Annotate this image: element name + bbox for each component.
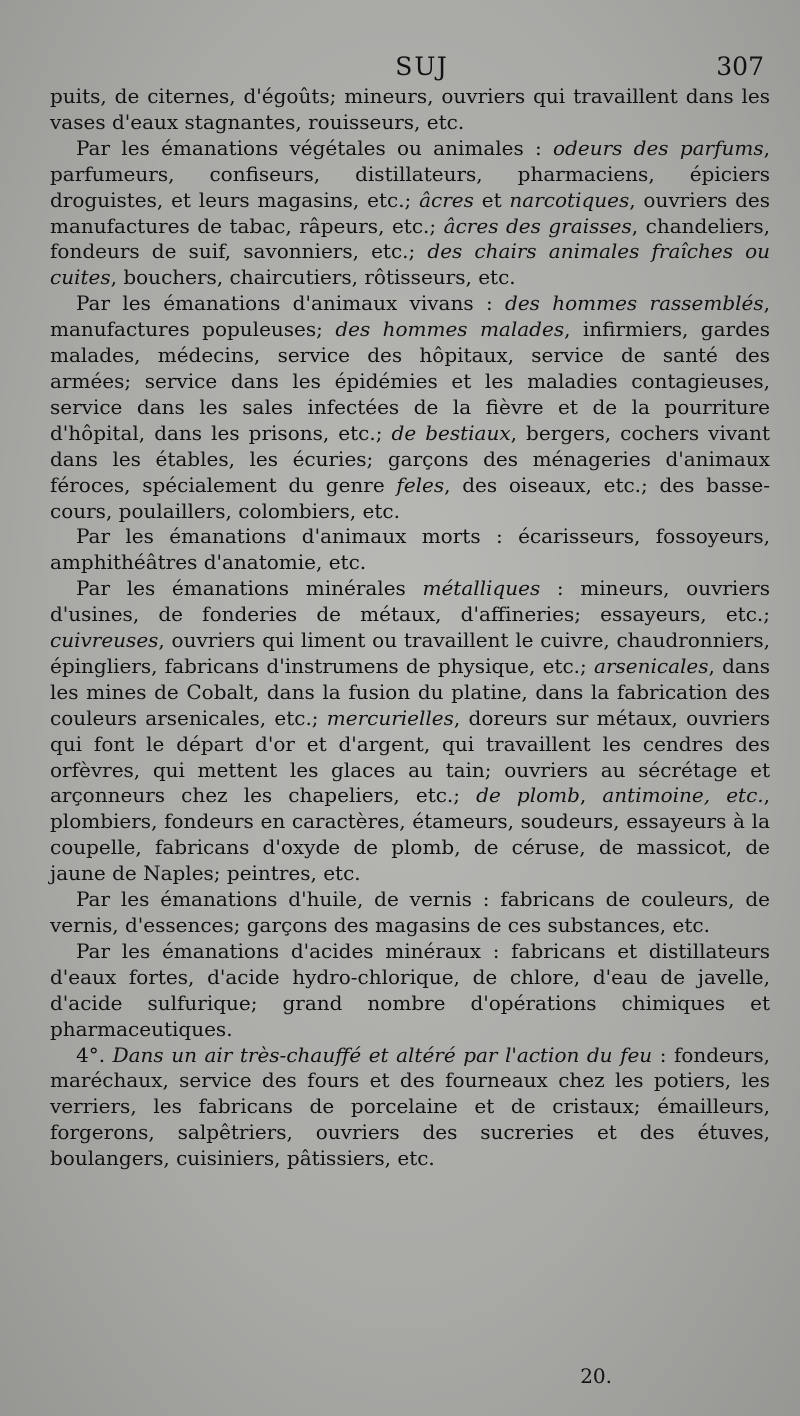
- text-segment: , parfumeurs, confiseurs, distillateurs, pharmaciens, épiciers droguistes, et leurs magasins, etc.;: [50, 135, 770, 212]
- body-text: [50, 84, 770, 1172]
- italic-text: de plomb: [476, 783, 580, 808]
- text-segment: Par les émanations d'huile, de vernis : fabricans de couleurs, de vernis, d'essences; garçons des magasins de ces substances, etc.: [50, 887, 770, 937]
- paragraph-0: [50, 84, 770, 136]
- text-segment: : mineurs, ouvriers d'usines, de fonderies de métaux, d'affineries; essayeurs, etc.;: [50, 576, 770, 627]
- text-segment: Par les émanations d'animaux vivans :: [76, 291, 506, 316]
- text-segment: 4°.: [76, 1042, 113, 1067]
- text-segment: , plombiers, fondeurs en caractères, étameurs, soudeurs, essayeurs à la coupelle, fabricans d'oxyde de plomb, de céruse, de massicot, de jaune de Naples; peintres, etc.: [50, 783, 770, 886]
- text-segment: , dans les mines de Cobalt, dans la fusion du platine, dans la fabrication des couleurs arsenicales, etc.;: [50, 653, 771, 730]
- text-segment: , bouchers, chaircutiers, rôtisseurs, etc.: [110, 265, 516, 290]
- paragraph-2: [50, 291, 770, 524]
- text-segment: , ouvriers qui liment ou travaillent le cuivre, chaudronniers, épingliers, fabricans d'instrumens de physique, etc.;: [50, 628, 770, 678]
- paragraph-3: [50, 524, 770, 576]
- text-segment: Par les émanations d'acides minéraux : fabricans et distillateurs d'eaux fortes, d'acide hydro-chlorique, de chlore, d'eau de javelle, d'acide sulfurique; grand nombre d'opérations chimiques et pharmaceutiques.: [50, 938, 770, 1041]
- paragraph-5: [50, 887, 770, 939]
- italic-text: des chairs animales fraîches ou cuites: [50, 239, 771, 290]
- text-segment: , chandeliers, fondeurs de suif, savonniers, etc.;: [50, 213, 770, 264]
- running-head: SUJ: [395, 52, 449, 81]
- text-segment: : fondeurs, maréchaux, service des fours et des fourneaux chez les potiers, les verriers, les fabricans de porcelaine et de cristaux; émailleurs, forgerons, salpêtriers, ouvriers des sucreries et des étuves, boulangers, cuisiniers, pâtissiers, etc.: [50, 1042, 770, 1171]
- italic-text: cuivreuses: [50, 628, 159, 653]
- text-segment: Par les émanations minérales: [76, 576, 423, 601]
- text-segment: , des oiseaux, etc.; des basse-cours, poulaillers, colombiers, etc.: [50, 472, 770, 523]
- text-segment: , manufactures populeuses;: [50, 291, 770, 342]
- catchword: 20.: [580, 1364, 612, 1388]
- italic-text: de bestiaux: [391, 420, 511, 445]
- italic-text: des hommes malades: [335, 317, 565, 342]
- italic-text: âcres des graisses: [443, 213, 632, 238]
- italic-text: odeurs des parfums: [553, 135, 764, 160]
- paragraph-7: [50, 1043, 770, 1173]
- italic-text: Dans un air très-chauffé et altéré par l'action du feu: [112, 1042, 653, 1067]
- text-segment: Par les émanations végétales ou animales :: [76, 135, 554, 160]
- text-segment: Par les émanations d'animaux morts : écarisseurs, fossoyeurs, amphithéâtres d'anatomie, etc.: [50, 524, 770, 575]
- page-header: [50, 0, 770, 81]
- italic-text: métalliques: [422, 576, 541, 601]
- text-segment: , bergers, cochers vivant dans les étables, les écuries; garçons des ménageries d'animaux féroces, spécialement du genre: [50, 420, 770, 497]
- italic-text: des hommes rassemblés: [505, 291, 764, 316]
- paragraph-1: [50, 136, 770, 291]
- italic-text: antimoine, etc.: [602, 783, 764, 808]
- paragraph-6: [50, 939, 770, 1043]
- italic-text: mercurielles: [326, 705, 454, 730]
- page-number: 307: [716, 52, 764, 81]
- italic-text: feles: [396, 472, 445, 497]
- italic-text: arsenicales: [594, 653, 709, 678]
- text-segment: puits, de citernes, d'égoûts; mineurs, ouvriers qui travaillent dans les vases d'eaux stagnantes, rouisseurs, etc.: [50, 84, 770, 134]
- text-segment: , doreurs sur métaux, ouvriers qui font le départ d'or et d'argent, qui travaillent les cendres des orfèvres, qui mettent les glaces au tain; ouvriers au sécrétage et arçonneurs chez les chapeliers, etc.;: [50, 705, 770, 808]
- text-segment: ,: [579, 783, 603, 808]
- italic-text: âcres: [419, 187, 474, 212]
- text-segment: , infirmiers, gardes malades, médecins, service des hôpitaux, service de santé des armées; service dans les épidémies et les maladies contagieuses, service dans les sales infectées de la fièvre et de la pourriture d'hôpital, dans les prisons, etc.;: [50, 317, 771, 445]
- italic-text: narcotiques: [509, 187, 630, 212]
- text-segment: et: [473, 187, 510, 212]
- text-segment: , ouvriers des manufactures de tabac, râpeurs, etc.;: [50, 187, 770, 238]
- paragraph-4: [50, 576, 770, 887]
